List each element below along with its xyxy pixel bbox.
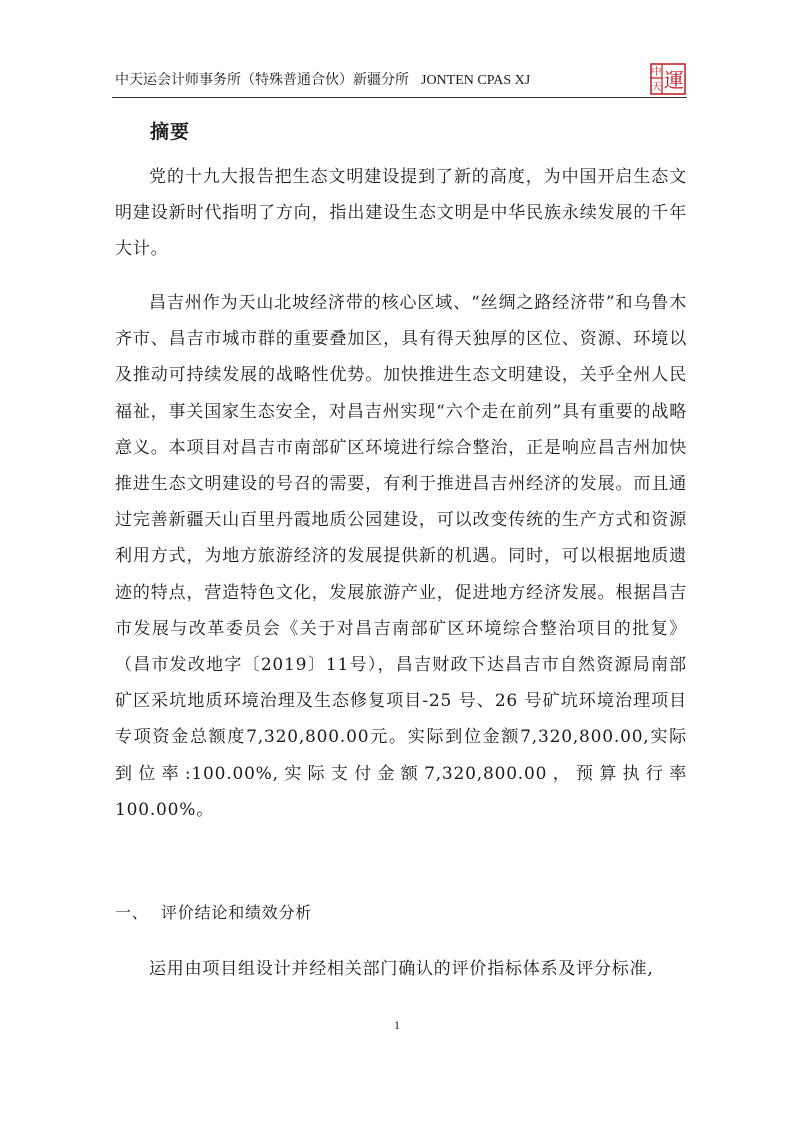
svg-text:中: 中 bbox=[651, 67, 662, 78]
section-heading bbox=[115, 899, 312, 927]
section-title: 评价结论和绩效分析 bbox=[161, 903, 313, 922]
header-firm-chinese: 中天运会计师事务所（特殊普通合伙）新疆分所 bbox=[115, 73, 409, 88]
header-firm-english: JONTEN CPAS XJ bbox=[421, 73, 531, 88]
page-header bbox=[115, 70, 685, 92]
paragraph-project: 昌吉州作为天山北坡经济带的核心区域、“丝绸之路经济带”和乌鲁木齐市、昌吉市城市群的重要叠加区，具有得天独厚的区位、资源、环境以及推动可持续发展的战略性优势。加快推进生态文明建设，关乎全州人民福祉，事关国家生态安全，对昌吉州实现“六个走在前列”具有重要的战略意义。本项目对昌吉市南部矿区环境进行综合整治，正是响应昌吉州加快推进生态文明建设的号召的需要，有利于推进昌吉州经济的发展。而且通过完善新疆天山百里丹霞地质公园建设，可以改变传统的生产方式和资源利用方式，为地方旅游经济的发展提供新的机遇。同时，可以根据地质遗迹的特点，营造特色文化，发展旅游产业，促进地方经济发展。根据昌吉市发展与改革委员会《关于对昌吉南部矿区环境综合整治项目的批复》（昌市发改地字〔2019〕11号），昌吉财政下达昌吉市自然资源局南部矿区采坑地质环境治理及生态修复项目-25 号、26 号矿坑环境治理项目专项资金总额度7,320,800.00元。实际到位金额7,320,800.00,实际到位率:100.00%,实际支付金额7,320,800.00，预算执行率100.00%。 bbox=[115, 293, 687, 820]
company-logo-icon bbox=[650, 63, 686, 95]
paragraph-evaluation: 运用由项目组设计并经相关部门确认的评价指标体系及评分标准, bbox=[149, 959, 654, 979]
page-number: 1 bbox=[394, 1018, 400, 1032]
paragraph-intro: 党的十九大报告把生态文明建设提到了新的高度，为中国开启生态文明建设新时代指明了方向，指出建设生态文明是中华民族永续发展的千年大计。 bbox=[115, 167, 687, 260]
svg-text:天: 天 bbox=[651, 82, 662, 93]
svg-text:運: 運 bbox=[664, 68, 684, 92]
page-title: 摘要 bbox=[150, 121, 191, 143]
section-number: 一、 bbox=[115, 903, 149, 922]
header-divider bbox=[112, 97, 687, 98]
